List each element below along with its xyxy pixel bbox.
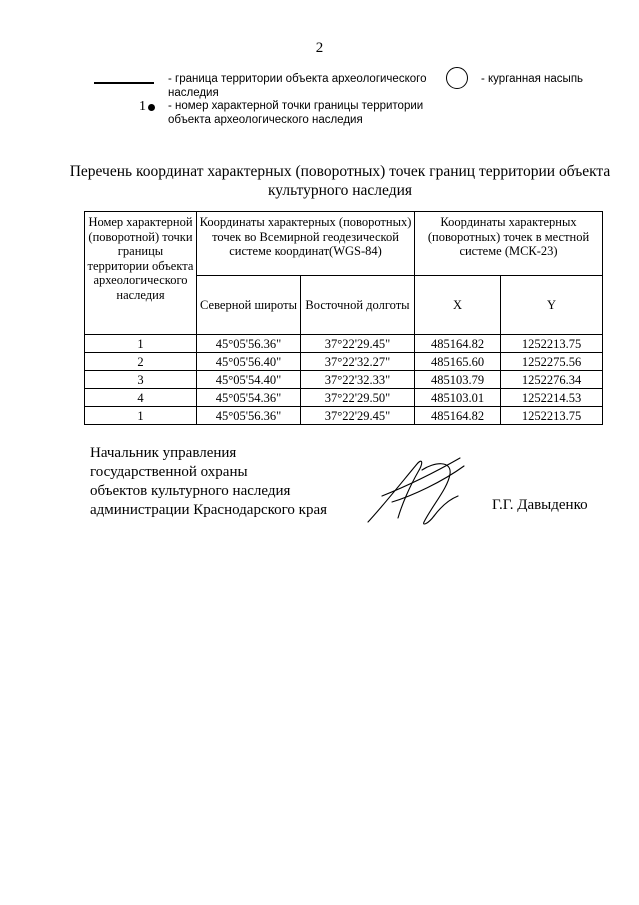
table-row xyxy=(85,389,603,407)
cell-x: 485103.79 xyxy=(415,371,501,389)
cell-lat: 45°05'54.36" xyxy=(197,389,301,407)
signer-name: Г.Г. Давыденко xyxy=(492,497,588,513)
cell-lon: 37°22'29.45" xyxy=(301,335,415,353)
table-row xyxy=(85,335,603,353)
cell-point: 3 xyxy=(85,371,197,389)
sub-x-header: X xyxy=(415,276,501,335)
cell-point: 1 xyxy=(85,335,197,353)
cell-point: 4 xyxy=(85,389,197,407)
cell-y: 1252214.53 xyxy=(501,389,603,407)
col-wgs-header: Координаты характерных (поворотных) точек во Всемирной геодезической системе координат(WGS-84) xyxy=(197,212,415,276)
sub-lon-header: Восточной долготы xyxy=(301,276,415,335)
mound-circle-icon xyxy=(446,67,468,89)
signer-title xyxy=(90,444,327,520)
cell-lat: 45°05'56.36" xyxy=(197,335,301,353)
cell-lat: 45°05'54.40" xyxy=(197,371,301,389)
cell-lat: 45°05'56.36" xyxy=(197,407,301,425)
document-title: Перечень координат характерных (поворотных) точек границ территории объекта культурного наследия xyxy=(69,163,611,199)
table-row xyxy=(85,407,603,425)
sub-lat-header: Северной широты xyxy=(197,276,301,335)
cell-lon: 37°22'32.33" xyxy=(301,371,415,389)
cell-point: 2 xyxy=(85,353,197,371)
signer-title-line: администрации Краснодарского края xyxy=(90,502,328,518)
cell-point: 1 xyxy=(85,407,197,425)
handwritten-signature xyxy=(362,452,472,532)
cell-x: 485164.82 xyxy=(415,335,501,353)
cell-y: 1252213.75 xyxy=(501,335,603,353)
page-number: 2 xyxy=(315,40,324,56)
boundary-line-symbol xyxy=(94,82,154,84)
cell-x: 485103.01 xyxy=(415,389,501,407)
cell-y: 1252213.75 xyxy=(501,407,603,425)
coordinates-table xyxy=(84,211,603,425)
signer-title-line: государственной охраны xyxy=(90,464,248,480)
cell-lat: 45°05'56.40" xyxy=(197,353,301,371)
table-row xyxy=(85,371,603,389)
col-point-header: Номер характерной (поворотной) точки границы территории объекта археологического наследия xyxy=(85,212,197,335)
cell-x: 485164.82 xyxy=(415,407,501,425)
legend-point-text: - номер характерной точки границы территории объекта археологического наследия xyxy=(168,100,424,126)
sub-y-header: Y xyxy=(501,276,603,335)
cell-y: 1252276.34 xyxy=(501,371,603,389)
cell-lon: 37°22'29.45" xyxy=(301,407,415,425)
col-local-header: Координаты характерных (поворотных) точек в местной системе (МСК-23) xyxy=(415,212,603,276)
signer-title-line: Начальник управления xyxy=(90,445,237,461)
point-dot-icon xyxy=(148,104,155,111)
legend-boundary-text: - граница территории объекта археологического наследия xyxy=(168,73,427,99)
legend-mound-text: - курганная насыпь xyxy=(481,73,584,85)
table-row xyxy=(85,353,603,371)
point-number-symbol: 1 xyxy=(139,99,146,114)
signer-title-line: объектов культурного наследия xyxy=(90,483,291,499)
cell-x: 485165.60 xyxy=(415,353,501,371)
cell-y: 1252275.56 xyxy=(501,353,603,371)
cell-lon: 37°22'29.50" xyxy=(301,389,415,407)
cell-lon: 37°22'32.27" xyxy=(301,353,415,371)
